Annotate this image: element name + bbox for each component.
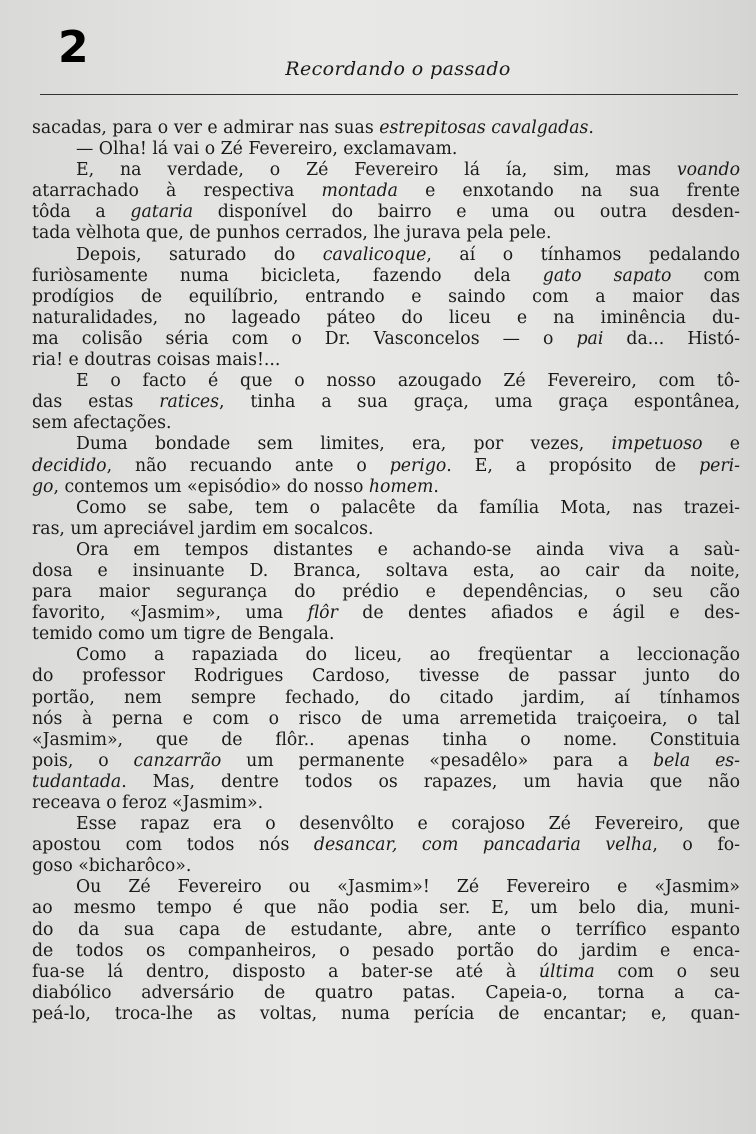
text-line: [32, 308, 740, 329]
text-run: para maior segurança do prédio e dependências, o seu cão: [32, 582, 740, 603]
text-line: [32, 941, 740, 962]
text-line: [32, 498, 740, 519]
text-run: , não recuando ante o: [106, 455, 390, 476]
text-run: com: [671, 265, 740, 286]
text-run: receava o feroz «Jasmim».: [32, 793, 264, 813]
text-run: tada vèlhota que, de punhos cerrados, lhe jurava pela pele.: [32, 223, 552, 244]
text-run: tôda a: [32, 202, 131, 223]
text-run: nós à perna e com o risco de uma arremetida traiçoeira, o tal: [32, 708, 740, 729]
text-run: goso «bicharôco».: [32, 856, 192, 877]
text-run: atarrachado à respectiva: [32, 181, 322, 202]
italic-phrase: estrepitosas cavalgadas: [379, 118, 589, 138]
text-run: peá-lo, troca-lhe as voltas, numa perícia de encantar; e, quan-: [32, 1003, 740, 1024]
text-run: , tinha a sua graça, uma graça espontânea,: [219, 392, 740, 413]
text-line: [32, 118, 740, 139]
text-run: do professor Rodrigues Cardoso, tivesse de passar junto do: [32, 666, 740, 687]
text-line: [32, 519, 740, 540]
body-text: [32, 118, 740, 1025]
text-line: [32, 898, 740, 919]
header-rule: [40, 94, 738, 95]
text-run: . E, a propósito de: [446, 455, 700, 476]
text-line: [32, 877, 740, 898]
text-run: e: [702, 434, 740, 455]
italic-phrase: ratices: [159, 392, 220, 413]
text-line: [32, 730, 740, 751]
text-line: [32, 160, 740, 181]
text-run: diabólico adversário de quatro patas. Capeia-o, torna a ca-: [32, 982, 740, 1003]
text-run: de todos os companheiros, o pesado portão do jardim e enca-: [32, 940, 740, 961]
text-line: [32, 1004, 740, 1025]
text-run: , aí o tínhamos pedalando: [426, 244, 740, 265]
text-run: Ora em tempos distantes e achando-se ainda viva a saù-: [76, 539, 740, 560]
text-line: [32, 603, 740, 624]
text-run: do da sua capa de estudante, abre, ante o terrífico espanto: [32, 919, 740, 940]
text-run: E o facto é que o nosso azougado Zé Fevereiro, com tô-: [76, 371, 740, 392]
text-run: portão, nem sempre fechado, do citado jardim, aí tínhamos: [32, 687, 740, 708]
italic-phrase: go: [32, 476, 54, 497]
text-line: [32, 751, 740, 772]
text-line: [32, 666, 740, 687]
text-run: das estas: [32, 392, 160, 413]
text-run: prodígios de equilíbrio, entrando e saindo com a maior das: [32, 286, 740, 307]
text-run: Esse rapaz era o desenvôlto e corajoso Zé Fevereiro, que: [76, 814, 740, 835]
text-line: [32, 181, 740, 202]
page-number: 2: [58, 22, 89, 73]
text-line: [32, 582, 740, 603]
text-run: favorito, «Jasmim», uma: [32, 603, 308, 624]
text-run: , o fo-: [652, 835, 740, 856]
text-line: [32, 266, 740, 287]
italic-phrase: montada: [321, 181, 398, 202]
text-run: ao mesmo tempo é que não podia ser. E, um belo dia, muni-: [32, 898, 740, 919]
text-line: [32, 793, 740, 814]
text-line: [32, 709, 740, 730]
text-line: [32, 772, 740, 793]
italic-phrase: perigo: [389, 455, 447, 476]
text-line: [32, 962, 740, 983]
text-line: [32, 920, 740, 941]
text-line: [32, 477, 740, 498]
running-head: Recordando o passado: [285, 58, 511, 80]
italic-phrase: flôr: [307, 603, 338, 624]
italic-phrase: tudantada: [32, 771, 122, 792]
text-run: E, na verdade, o Zé Fevereiro lá ía, sim, mas: [76, 160, 677, 181]
text-run: um permanente «pesadêlo» para a: [221, 750, 654, 771]
italic-phrase: pai: [576, 328, 604, 349]
text-run: sem afectações.: [32, 413, 172, 434]
text-line: [32, 856, 740, 877]
text-run: Ou Zé Fevereiro ou «Jasmim»! Zé Fevereiro e «Jasmim»: [76, 877, 740, 898]
text-run: , contemos um «episódio» do nosso: [53, 476, 369, 497]
text-line: [32, 202, 740, 223]
text-run: . Mas, dentre todos os rapazes, um havia que não: [121, 771, 740, 792]
italic-phrase: última: [538, 961, 595, 982]
text-run: da... Histó-: [603, 328, 740, 349]
text-line: [32, 434, 740, 455]
text-run: — Olha! lá vai o Zé Fevereiro, exclamavam.: [76, 139, 458, 160]
italic-phrase: impetuoso: [611, 434, 703, 455]
text-line: [32, 540, 740, 561]
text-run: ras, um apreciável jardim em socalcos.: [32, 518, 374, 539]
text-line: [32, 456, 740, 477]
text-run: pois, o: [32, 750, 134, 771]
text-line: [32, 350, 740, 371]
text-run: .: [433, 476, 439, 497]
text-run: .: [588, 118, 594, 138]
text-line: [32, 983, 740, 1004]
text-run: de dentes afiados e ágil e des-: [337, 603, 740, 624]
text-run: apostou com todos nós: [32, 835, 314, 856]
text-run: Depois, saturado do: [76, 244, 323, 265]
italic-phrase: canzarrão: [133, 750, 222, 771]
text-line: [32, 223, 740, 244]
text-run: ma colisão séria com o Dr. Vasconcelos — o: [32, 328, 577, 349]
text-run: furiòsamente numa bicicleta, fazendo dela: [32, 265, 543, 286]
italic-phrase: cavalicoque: [322, 244, 427, 265]
italic-phrase: desancar, com pancadaria velha: [313, 835, 653, 856]
italic-phrase: decidido: [32, 455, 107, 476]
text-run: «Jasmim», que de flôr.. apenas tinha o nome. Constituia: [32, 729, 740, 750]
text-line: [32, 392, 740, 413]
text-run: disponível do bairro e uma ou outra desden-: [193, 202, 740, 223]
text-line: [32, 688, 740, 709]
text-line: [32, 835, 740, 856]
text-run: fua-se lá dentro, disposto a bater-se até à: [32, 961, 539, 982]
text-line: [32, 624, 740, 645]
text-line: [32, 287, 740, 308]
text-run: e enxotando na sua frente: [397, 181, 740, 202]
italic-phrase: peri-: [699, 455, 740, 476]
italic-phrase: bela es-: [653, 750, 740, 771]
italic-phrase: gato sapato: [542, 265, 672, 286]
text-line: [32, 814, 740, 835]
italic-phrase: gataria: [130, 202, 194, 223]
text-run: ria! e doutras coisas mais!...: [32, 350, 281, 371]
italic-phrase: homem: [368, 476, 434, 497]
text-run: dosa e insinuante D. Branca, soltava esta, ao cair da noite,: [32, 560, 740, 581]
text-line: [32, 371, 740, 392]
text-line: [32, 139, 740, 160]
text-run: Como se sabe, tem o palacête da família Mota, nas trazei-: [76, 497, 740, 518]
text-line: [32, 245, 740, 266]
text-run: Duma bondade sem limites, era, por vezes,: [76, 434, 612, 455]
text-run: sacadas, para o ver e admirar nas suas: [32, 118, 380, 138]
text-line: [32, 413, 740, 434]
text-line: [32, 645, 740, 666]
text-line: [32, 329, 740, 350]
text-run: com o seu: [594, 961, 740, 982]
text-run: naturalidades, no lageado páteo do liceu e na iminência du-: [32, 307, 740, 328]
text-run: temido como um tigre de Bengala.: [32, 624, 335, 645]
text-run: Como a rapaziada do liceu, ao freqüentar a leccionação: [76, 645, 740, 666]
text-line: [32, 561, 740, 582]
italic-phrase: voando: [676, 160, 740, 181]
